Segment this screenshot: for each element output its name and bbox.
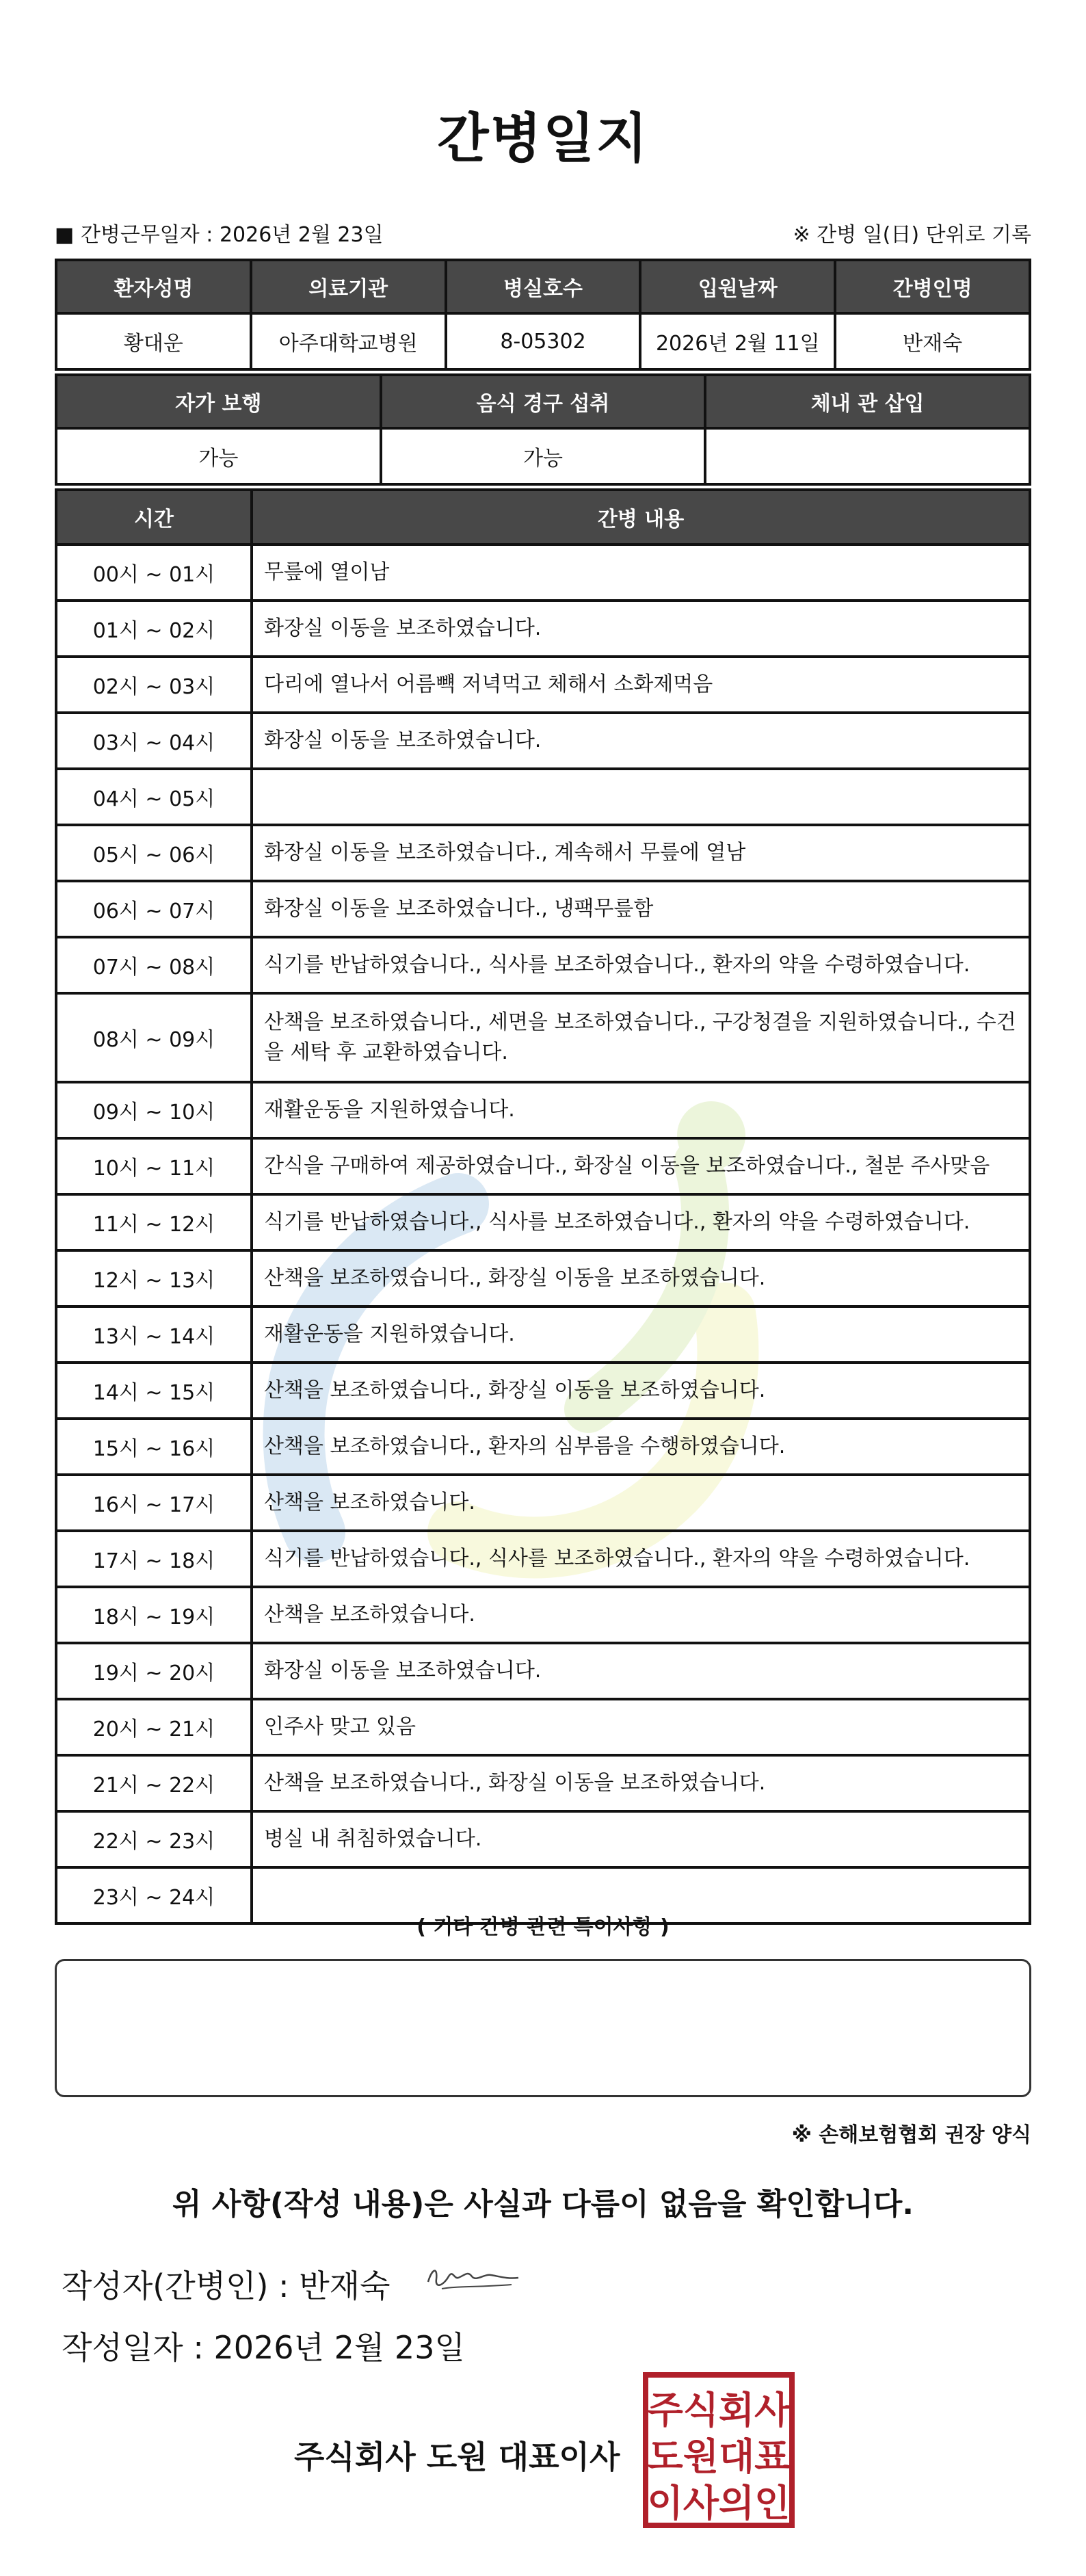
recommended-form-note: ※ 손해보험협회 권장 양식 [791,2123,1031,2147]
care-content-cell: 화장실 이동을 보조하였습니다., 계속해서 무릎에 열남 [252,825,1030,881]
time-cell: 16시 ~ 17시 [56,1475,252,1531]
header-tube-insertion: 체내 관 삽입 [705,375,1030,428]
care-content-cell: 병실 내 취침하였습니다. [252,1811,1030,1867]
time-cell: 22시 ~ 23시 [56,1811,252,1867]
care-content-cell: 재활운동을 지원하였습니다. [252,1082,1030,1138]
table-row [56,1699,1030,1755]
notes-title: ( 기타 간병 관련 특이사항 ) [416,1915,670,1939]
confirmation-statement: 위 사항(작성 내용)은 사실과 다름이 없음을 확인합니다. [172,2187,914,2222]
header-time: 시간 [56,490,252,544]
table-row [56,713,1030,769]
time-cell: 17시 ~ 18시 [56,1531,252,1587]
time-cell: 01시 ~ 02시 [56,601,252,657]
header-oral-intake: 음식 경구 섭취 [381,375,706,428]
write-date-line: 작성일자 : 2026년 2월 23일 [62,2329,465,2366]
header-patient-name: 환자성명 [56,260,251,313]
care-content-cell: 산책을 보조하였습니다., 화장실 이동을 보조하였습니다. [252,1250,1030,1306]
header-hospital: 의료기관 [251,260,446,313]
time-cell: 11시 ~ 12시 [56,1194,252,1250]
room-number: 8-05302 [446,313,641,369]
care-content-cell: 인주사 맞고 있음 [252,1699,1030,1755]
unit-note: ※ 간병 일(日) 단위로 기록 [793,223,1031,247]
header-room: 병실호수 [446,260,641,313]
table-row [56,1194,1030,1250]
header-care-content: 간병 내용 [252,490,1030,544]
svg-text:주식회사: 주식회사 [647,2389,791,2432]
time-cell: 00시 ~ 01시 [56,544,252,601]
care-content-cell: 화장실 이동을 보조하였습니다., 냉팩무릎함 [252,881,1030,937]
care-content-cell: 산책을 보조하였습니다. [252,1587,1030,1643]
time-cell: 12시 ~ 13시 [56,1250,252,1306]
table-row [56,657,1030,713]
care-content-cell: 재활운동을 지원하였습니다. [252,1306,1030,1363]
header-self-walking: 자가 보행 [56,375,381,428]
care-content-cell: 무릎에 열이남 [252,544,1030,601]
patient-info-table [55,259,1031,371]
time-cell: 20시 ~ 21시 [56,1699,252,1755]
time-cell: 19시 ~ 20시 [56,1643,252,1699]
care-log-rows [56,544,1030,1923]
care-content-cell: 산책을 보조하였습니다., 환자의 심부름을 수행하였습니다. [252,1419,1030,1475]
table-row [56,601,1030,657]
care-content-cell: 산책을 보조하였습니다. [252,1475,1030,1531]
care-content-cell: 산책을 보조하였습니다., 화장실 이동을 보조하였습니다. [252,1755,1030,1811]
work-date-label: ■ 간병근무일자 : 2026년 2월 23일 [55,223,384,247]
company-seal-stamp [641,2371,796,2529]
care-content-cell: 식기를 반납하였습니다., 식사를 보조하였습니다., 환자의 약을 수령하였습니다. [252,937,1030,993]
care-content-cell: 간식을 구매하여 제공하였습니다., 화장실 이동을 보조하였습니다., 철분 주사맞음 [252,1138,1030,1194]
table-row [56,1643,1030,1699]
time-cell: 06시 ~ 07시 [56,881,252,937]
time-cell: 09시 ~ 10시 [56,1082,252,1138]
time-cell: 08시 ~ 09시 [56,993,252,1082]
hospital-name: 아주대학교병원 [251,313,446,369]
patient-name: 황대운 [56,313,251,369]
time-cell: 04시 ~ 05시 [56,769,252,825]
table-row [56,544,1030,601]
time-cell: 02시 ~ 03시 [56,657,252,713]
notes-box [55,1959,1031,2097]
time-cell: 07시 ~ 08시 [56,937,252,993]
admission-date: 2026년 2월 11일 [640,313,835,369]
care-content-cell: 다리에 열나서 어름뺵 저녁먹고 체해서 소화제먹음 [252,657,1030,713]
time-cell: 21시 ~ 22시 [56,1755,252,1811]
time-cell: 10시 ~ 11시 [56,1138,252,1194]
table-row [56,993,1030,1082]
patient-status-table [55,373,1031,486]
svg-text:도원대표: 도원대표 [647,2435,791,2478]
table-row [56,1475,1030,1531]
handwritten-signature [423,2259,525,2297]
oral-intake-value: 가능 [381,428,706,484]
table-row [56,1755,1030,1811]
care-log-table [55,488,1031,1925]
table-row [56,1082,1030,1138]
time-cell: 13시 ~ 14시 [56,1306,252,1363]
care-content-cell [252,769,1030,825]
table-row [56,1531,1030,1587]
company-representative: 주식회사 도원 대표이사 [294,2439,620,2475]
header-admission-date: 입원날짜 [640,260,835,313]
tube-insertion-value [705,428,1030,484]
care-content-cell: 산책을 보조하였습니다., 세면을 보조하였습니다., 구강청결을 지원하였습니다., 수건을 세탁 후 교환하였습니다. [252,993,1030,1082]
caregiver-name: 반재숙 [835,313,1030,369]
care-content-cell: 화장실 이동을 보조하였습니다. [252,601,1030,657]
time-cell: 15시 ~ 16시 [56,1419,252,1475]
time-cell: 03시 ~ 04시 [56,713,252,769]
table-row [56,769,1030,825]
time-cell: 23시 ~ 24시 [56,1867,252,1923]
table-row [56,1363,1030,1419]
table-row [56,1587,1030,1643]
self-walking-value: 가능 [56,428,381,484]
table-row [56,825,1030,881]
time-cell: 14시 ~ 15시 [56,1363,252,1419]
table-row [56,1811,1030,1867]
care-content-cell: 식기를 반납하였습니다., 식사를 보조하였습니다., 환자의 약을 수령하였습니다. [252,1194,1030,1250]
care-content-cell: 화장실 이동을 보조하였습니다. [252,713,1030,769]
svg-text:이사의인: 이사의인 [647,2482,791,2525]
table-row [56,1306,1030,1363]
care-content-cell: 산책을 보조하였습니다., 화장실 이동을 보조하였습니다. [252,1363,1030,1419]
header-caregiver: 간병인명 [835,260,1030,313]
table-row [56,1138,1030,1194]
care-content-cell: 화장실 이동을 보조하였습니다. [252,1643,1030,1699]
table-row [56,1250,1030,1306]
table-row [56,1419,1030,1475]
time-cell: 05시 ~ 06시 [56,825,252,881]
page-title: 간병일지 [437,108,649,170]
care-content-cell: 식기를 반납하였습니다., 식사를 보조하였습니다., 환자의 약을 수령하였습니다. [252,1531,1030,1587]
table-row [56,881,1030,937]
writer-line: 작성자(간병인) : 반재숙 [62,2268,390,2304]
table-row [56,937,1030,993]
time-cell: 18시 ~ 19시 [56,1587,252,1643]
